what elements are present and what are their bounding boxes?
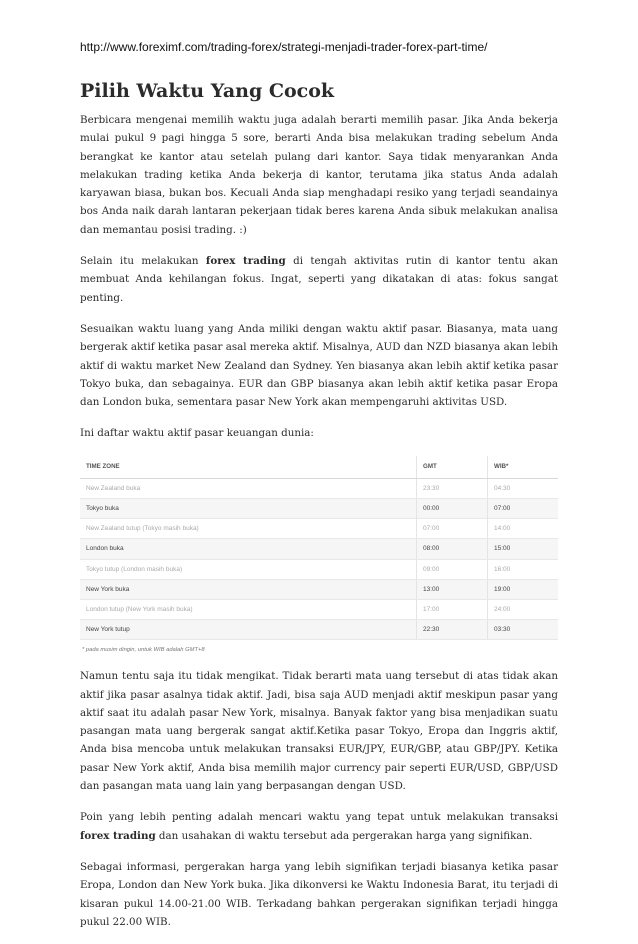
cell-gmt: 00:00 <box>417 498 488 518</box>
table-row <box>80 579 558 599</box>
cell-time-zone: New Zealand buka <box>80 478 417 498</box>
table-header-row <box>80 456 558 479</box>
cell-gmt: 22:30 <box>417 620 488 640</box>
paragraph-intro: Berbicara mengenai memilih waktu juga adalah berarti memilih pasar. Jika Anda bekerja mulai pukul 9 pagi hingga 5 sore, berarti Anda bisa melakukan trading sebelum Anda berangkat ke kantor atau setelah pulang dari kantor. Saya tidak menyarankan Anda melakukan trading ketika Anda bekerja di kantor, terutama jika status Anda adalah karyawan biasa, bukan bos. Kecuali Anda siap menghadapi resiko yang terjadi seandainya bos Anda naik darah lantaran pekerjaan tidak beres karena Anda sibuk melakukan analisa dan memantau posisi trading. :) <box>80 114 558 236</box>
paragraph-market-hours: Sesuaikan waktu luang yang Anda miliki dengan waktu aktif pasar. Biasanya, mata uang bergerak aktif ketika pasar asal mereka aktif. Misalnya, AUD dan NZD biasanya akan lebih aktif di waktu market New Zealand dan Sydney. Yen biasanya akan lebih aktif ketika pasar Tokyo buka, dan sebagainya. EUR dan GBP biasanya akan lebih aktif ketika pasar Eropa dan London buka, sementara pasar New York akan mempengaruhi aktivitas USD. <box>80 322 558 409</box>
table-row <box>80 519 558 539</box>
cell-gmt: 17:00 <box>417 599 488 619</box>
table-row <box>80 539 558 559</box>
cell-time-zone: Tokyo buka <box>80 498 417 518</box>
cell-time-zone: Tokyo tutup (London masih buka) <box>80 559 417 579</box>
timezone-table <box>80 456 558 641</box>
cell-wib: 03:30 <box>488 620 559 640</box>
table-row <box>80 599 558 619</box>
table-row <box>80 478 558 498</box>
cell-time-zone: London buka <box>80 539 417 559</box>
paragraph-focus <box>80 252 558 307</box>
table-row <box>80 620 558 640</box>
table-footnote: * pada musim dingin, untuk WIB adalah GMT+8 <box>82 647 205 654</box>
cell-wib: 15:00 <box>488 539 559 559</box>
table-row <box>80 559 558 579</box>
header-wib: WIB* <box>488 456 559 479</box>
text-span: Poin yang lebih penting adalah mencari waktu yang tepat untuk melakukan transaksi <box>80 811 558 824</box>
text-span: di tengah aktivitas rutin di kantor tentu akan membuat Anda kehilangan fokus. Ingat, seperti yang dikatakan di atas: fokus sangat penting. <box>80 255 558 304</box>
cell-wib: 16:00 <box>488 559 559 579</box>
bold-keyword: forex trading <box>205 255 286 268</box>
cell-time-zone: New York buka <box>80 579 417 599</box>
paragraph-list-intro: Ini daftar waktu aktif pasar keuangan dunia: <box>80 427 314 440</box>
cell-wib: 14:00 <box>488 519 559 539</box>
paragraph-not-binding: Namun tentu saja itu tidak mengikat. Tidak berarti mata uang tersebut di atas tidak akan aktif jika pasar asalnya tidak aktif. Jadi, bisa saja AUD menjadi aktif meskipun pasar yang aktif saat itu adalah pasar New York, misalnya. Banyak faktor yang bisa menjadikan suatu pasangan mata uang bergerak sangat aktif.Ketika pasar Tokyo, Eropa dan Inggris aktif, Anda bisa mencoba untuk melakukan transaksi EUR/JPY, EUR/GBP, atau GBP/JPY. Ketika pasar New York aktif, Anda bisa memilih major currency pair seperti EUR/USD, GBP/USD dan pasangan mata uang lain yang berpasangan dengan USD. <box>80 670 558 793</box>
text-span: dan usahakan di waktu tersebut ada pergerakan harga yang signifikan. <box>155 829 533 842</box>
table-row <box>80 498 558 518</box>
cell-wib: 24:00 <box>488 599 559 619</box>
paragraph-key-point <box>80 808 558 845</box>
cell-time-zone: London tutup (New York masih buka) <box>80 599 417 619</box>
section-title: Pilih Waktu Yang Cocok <box>80 80 335 102</box>
cell-wib: 19:00 <box>488 579 559 599</box>
cell-wib: 04:30 <box>488 478 559 498</box>
cell-wib: 07:00 <box>488 498 559 518</box>
cell-gmt: 09:00 <box>417 559 488 579</box>
text-span: Selain itu melakukan <box>80 255 206 268</box>
paragraph-info: Sebagai informasi, pergerakan harga yang lebih signifikan terjadi biasanya ketika pasar Eropa, London dan New York buka. Jika dikonversi ke Waktu Indonesia Barat, itu terjadi di kisaran pukul 14.00-21.00 WIB. Terkadang bahkan pergerakan signifikan terjadi hingga pukul 22.00 WIB. <box>80 860 558 928</box>
source-url[interactable]: http://www.foreximf.com/trading-forex/strategi-menjadi-trader-forex-part-time/ <box>80 40 488 54</box>
cell-gmt: 13:00 <box>417 579 488 599</box>
bold-keyword: forex trading <box>80 829 156 842</box>
timezone-figure <box>80 456 558 654</box>
article-body <box>80 111 558 944</box>
header-gmt: GMT <box>417 456 488 479</box>
cell-gmt: 08:00 <box>417 539 488 559</box>
cell-time-zone: New York tutup <box>80 620 417 640</box>
cell-time-zone: New Zealand tutup (Tokyo masih buka) <box>80 519 417 539</box>
timezone-table-body <box>80 478 558 640</box>
cell-gmt: 07:00 <box>417 519 488 539</box>
header-time-zone: TIME ZONE <box>80 456 417 479</box>
cell-gmt: 23:30 <box>417 478 488 498</box>
